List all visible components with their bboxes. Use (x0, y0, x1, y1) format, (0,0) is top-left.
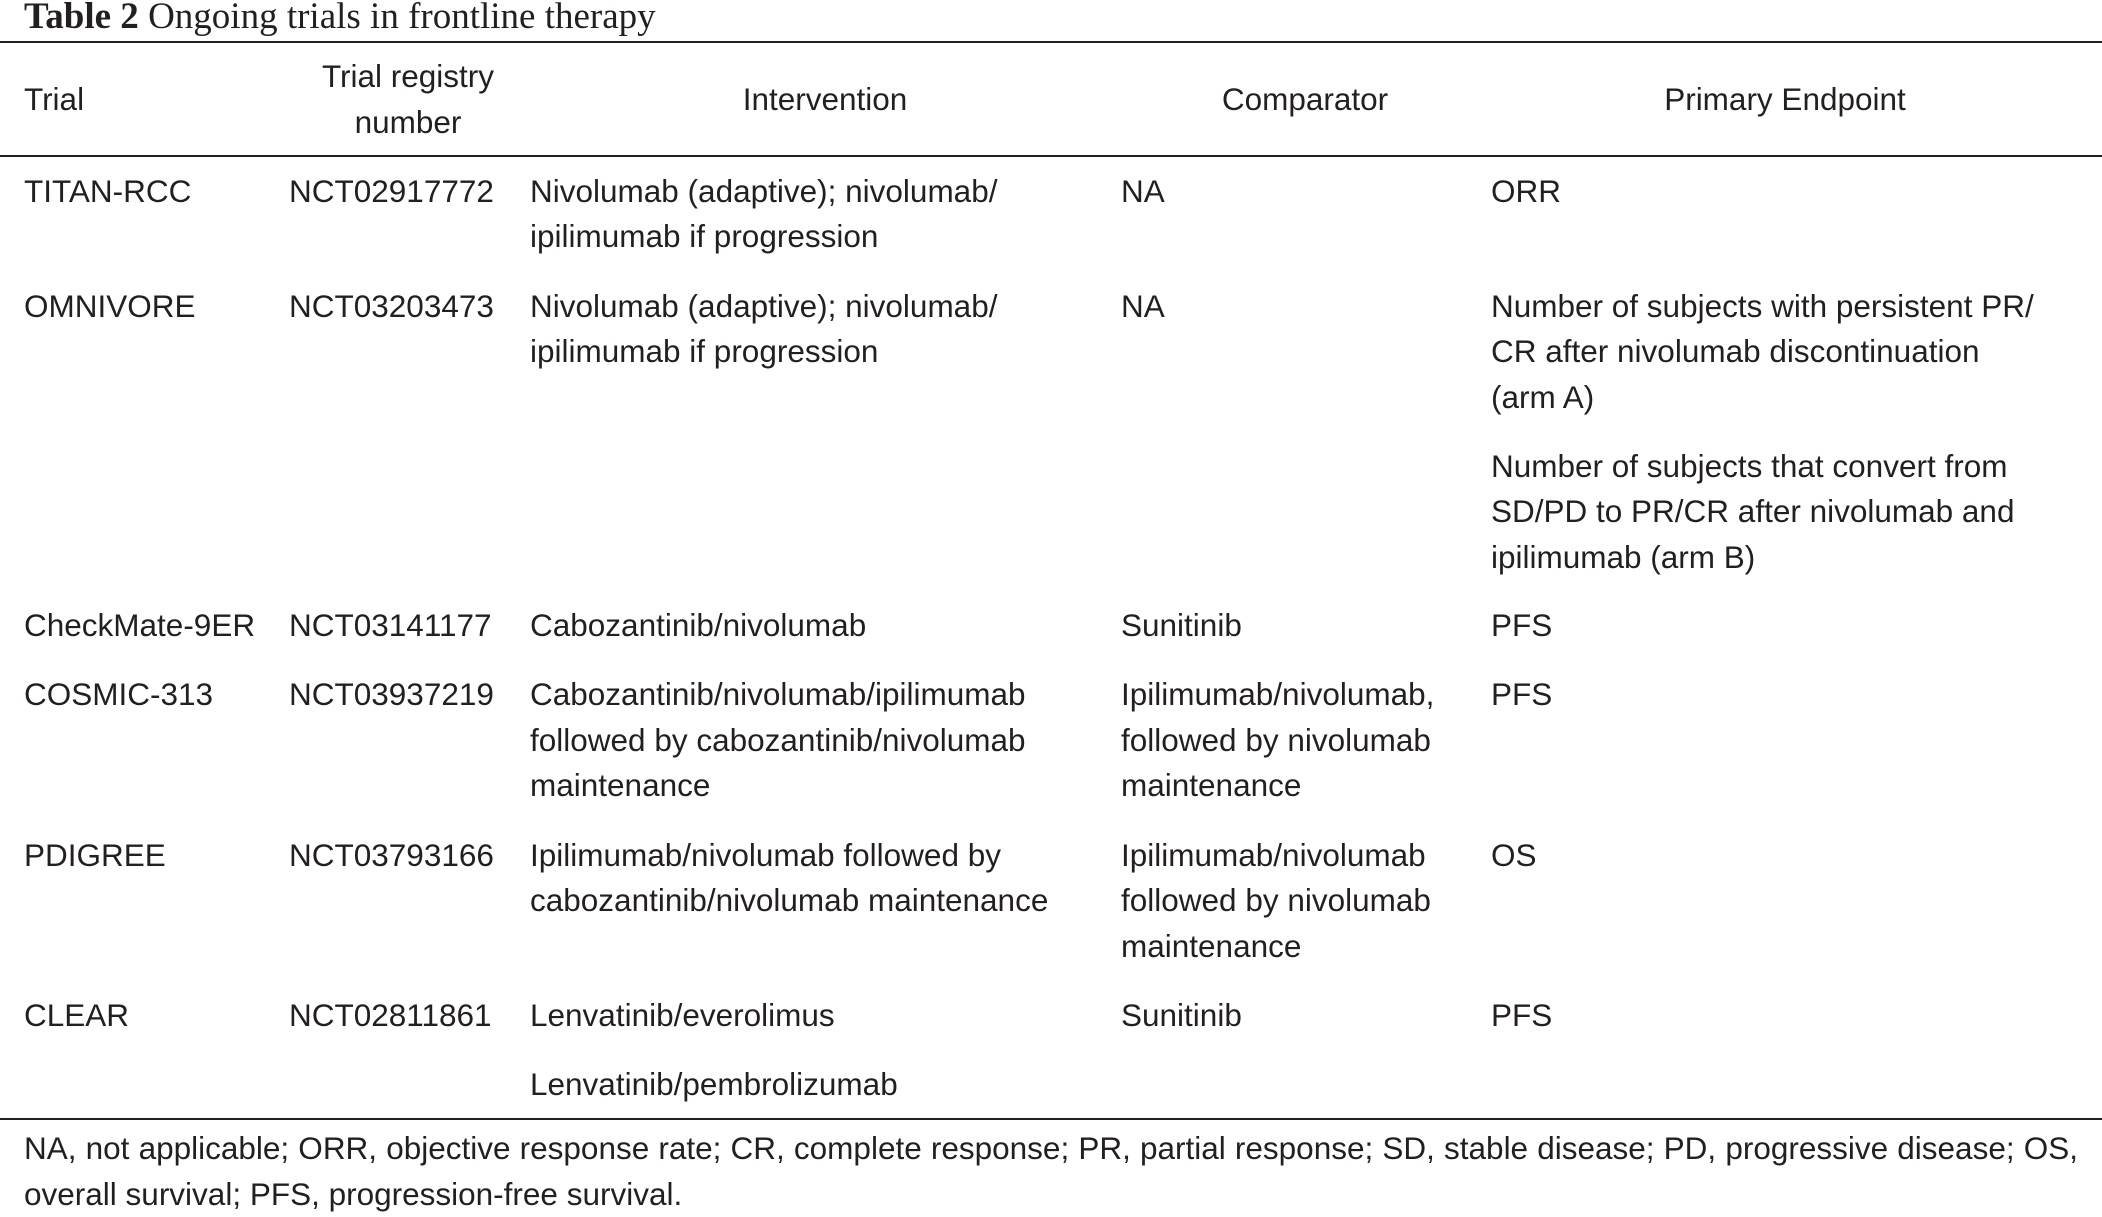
row-registry: NCT03793166 (289, 837, 494, 873)
table-caption-text: Ongoing trials in frontline therapy (148, 0, 656, 37)
row-trial: TITAN-RCC (24, 173, 192, 209)
row-comparator: Ipilimumab/nivolumab, (1121, 676, 1435, 712)
row-intervention: Lenvatinib/everolimus (530, 997, 835, 1033)
row-endpoint: Number of subjects with persistent PR/ (1491, 288, 2034, 324)
table-caption-label: Table 2 (24, 0, 139, 37)
row-comparator: Sunitinib (1121, 997, 1242, 1033)
row-intervention: Nivolumab (adaptive); nivolumab/ (530, 288, 998, 324)
row-endpoint: OS (1491, 837, 1537, 873)
table-caption (24, 0, 656, 40)
row-intervention: followed by cabozantinib/nivolumab (530, 722, 1026, 758)
row-registry: NCT03937219 (289, 676, 494, 712)
header-trial: Trial (24, 81, 85, 117)
row-endpoint: PFS (1491, 997, 1553, 1033)
header-registry-line1: Trial registry (321, 58, 495, 94)
header-intervention: Intervention (742, 81, 908, 117)
row-comparator: followed by nivolumab (1121, 882, 1431, 918)
table-footnote: NA, not applicable; ORR, objective response rate; CR, complete response; PR, partial response; SD, stable disease; PD, progressive disease; OS, overall survival; PFS, progression-free survival. (24, 1130, 2078, 1212)
row-registry: NCT03141177 (289, 607, 492, 643)
row-intervention: Cabozantinib/nivolumab (530, 607, 867, 643)
row-comparator: NA (1121, 288, 1165, 324)
row-comparator: Ipilimumab/nivolumab (1121, 837, 1426, 873)
row-endpoint-secondary: Number of subjects that convert from (1491, 448, 2008, 484)
row-endpoint: ORR (1491, 173, 1561, 209)
row-comparator: NA (1121, 173, 1165, 209)
row-endpoint-secondary: ipilimumab (arm B) (1491, 539, 1756, 575)
header-endpoint: Primary Endpoint (1664, 81, 1906, 117)
row-comparator: maintenance (1121, 767, 1302, 803)
row-endpoint-secondary: SD/PD to PR/CR after nivolumab and (1491, 493, 2015, 529)
row-endpoint: (arm A) (1491, 379, 1595, 415)
row-intervention: Nivolumab (adaptive); nivolumab/ (530, 173, 998, 209)
bottom-rule (0, 1118, 2102, 1120)
row-intervention: Cabozantinib/nivolumab/ipilimumab (530, 676, 1026, 712)
row-intervention: maintenance (530, 767, 711, 803)
row-trial: PDIGREE (24, 837, 166, 873)
row-comparator: maintenance (1121, 928, 1302, 964)
row-endpoint: PFS (1491, 676, 1553, 712)
header-rule (0, 155, 2102, 157)
row-comparator: Sunitinib (1121, 607, 1242, 643)
row-intervention: Ipilimumab/nivolumab followed by (530, 837, 1001, 873)
row-trial: OMNIVORE (24, 288, 196, 324)
row-intervention: ipilimumab if progression (530, 218, 879, 254)
row-intervention: ipilimumab if progression (530, 333, 879, 369)
row-registry: NCT02811861 (289, 997, 492, 1033)
header-comparator: Comparator (1221, 81, 1389, 117)
header-registry-line2: number (354, 104, 462, 140)
row-comparator: followed by nivolumab (1121, 722, 1431, 758)
row-endpoint: PFS (1491, 607, 1553, 643)
row-trial: CheckMate-9ER (24, 607, 256, 643)
row-endpoint: CR after nivolumab discontinuation (1491, 333, 1980, 369)
row-registry: NCT02917772 (289, 173, 494, 209)
row-trial: CLEAR (24, 997, 130, 1033)
row-intervention: cabozantinib/nivolumab maintenance (530, 882, 1049, 918)
row-registry: NCT03203473 (289, 288, 494, 324)
row-intervention-secondary: Lenvatinib/pembrolizumab (530, 1066, 898, 1102)
row-trial: COSMIC-313 (24, 676, 214, 712)
top-rule (0, 41, 2102, 43)
